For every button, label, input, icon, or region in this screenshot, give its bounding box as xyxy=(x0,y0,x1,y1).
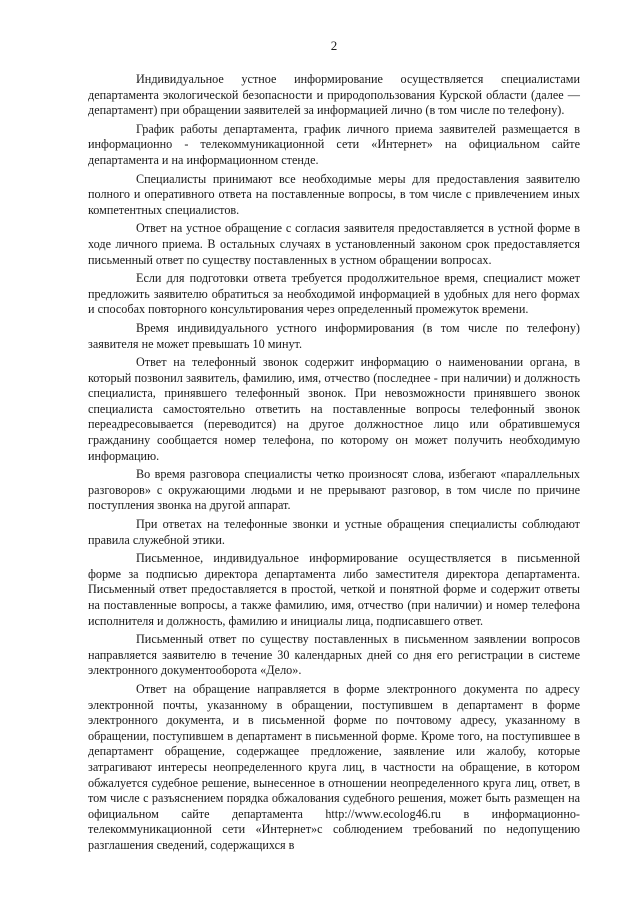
paragraph: Ответ на устное обращение с согласия заявителя предоставляется в устной форме в ходе личного приема. В остальных случаях в установленный законом срок предоставляется письменный ответ по существу поставленных в устном обращении вопросах. xyxy=(88,221,580,267)
paragraph: Специалисты принимают все необходимые меры для предоставления заявителю полного и оперативного ответа на поставленные вопросы, в том числе с привлечением иных компетентных специалистов. xyxy=(88,171,580,217)
paragraph: Время индивидуального устного информирования (в том числе по телефону) заявителя не может превышать 10 минут. xyxy=(88,320,580,351)
paragraph: При ответах на телефонные звонки и устные обращения специалисты соблюдают правила служебной этики. xyxy=(88,517,580,547)
document-body xyxy=(88,72,580,854)
paragraph: Если для подготовки ответа требуется продолжительное время, специалист может предложить заявителю обратиться за необходимой информацией в удобных для него формах и способах повторного консультирования через определенный промежуток времени. xyxy=(88,271,580,317)
paragraph: Во время разговора специалисты четко произносят слова, избегают «параллельных разговоров» с окружающими людьми и не прерывают разговор, в том числе по причине поступления звонка на другой аппарат. xyxy=(88,467,580,513)
page-number: 2 xyxy=(330,38,338,53)
paragraph: Индивидуальное устное информирование осуществляется специалистами департамента экологической безопасности и природопользования Курской области (далее — департамент) при обращении заявителей за информацией лично (в том числе по телефону). xyxy=(88,72,580,118)
paragraph: График работы департамента, график личного приема заявителей размещается в информационно - телекоммуникационной сети «Интернет» на официальном сайте департамента и на информационном стенде. xyxy=(88,121,580,167)
paragraph: Ответ на телефонный звонок содержит информацию о наименовании органа, в который позвонил заявитель, фамилию, имя, отчество (последнее - при наличии) и должность специалиста, принявшего телефонный звонок. При невозможности принявшего звонок специалиста самостоятельно ответить на поставленные вопросы телефонный звонок переадресовывается (переводится) на другое должностное лицо или обратившемуся гражданину сообщается номер телефона, по которому он может получить необходимую информацию. xyxy=(88,355,580,463)
paragraph: Письменное, индивидуальное информирование осуществляется в письменной форме за подписью директора департамента либо заместителя директора департамента. Письменный ответ предоставляется в простой, четкой и понятной форме и содержит ответы на поставленные вопросы, а также фамилию, имя, отчество (при наличии) и номер телефона исполнителя и должность, фамилию и инициалы лица, подписавшего ответ. xyxy=(88,551,580,628)
paragraph: Письменный ответ по существу поставленных в письменном заявлении вопросов направляется заявителю в течение 30 календарных дней со дня его регистрации в системе электронного документооборота «Дело». xyxy=(88,632,580,678)
paragraph: Ответ на обращение направляется в форме электронного документа по адресу электронной почты, указанному в обращении, поступившем в департамент в форме электронного документа, и в письменной форме по почтовому адресу, указанному в обращении, поступившем в департамент в письменной форме. Кроме того, на поступившее в департамент обращение, содержащее предложение, заявление или жалобу, которые затрагивают интересы неопределенного круга лиц, в частности на обращение, в котором обжалуется судебное решение, вынесенное в отношении неопределенного круга лиц, ответ, в том числе с разъяснением порядка обжалования судебного решения, может быть размещен на официальном сайте департамента http://www.ecolog46.ru в информационно-телекоммуникационной сети «Интернет»с соблюдением требований по недопущению разглашения сведений, содержащихся в xyxy=(88,681,580,852)
